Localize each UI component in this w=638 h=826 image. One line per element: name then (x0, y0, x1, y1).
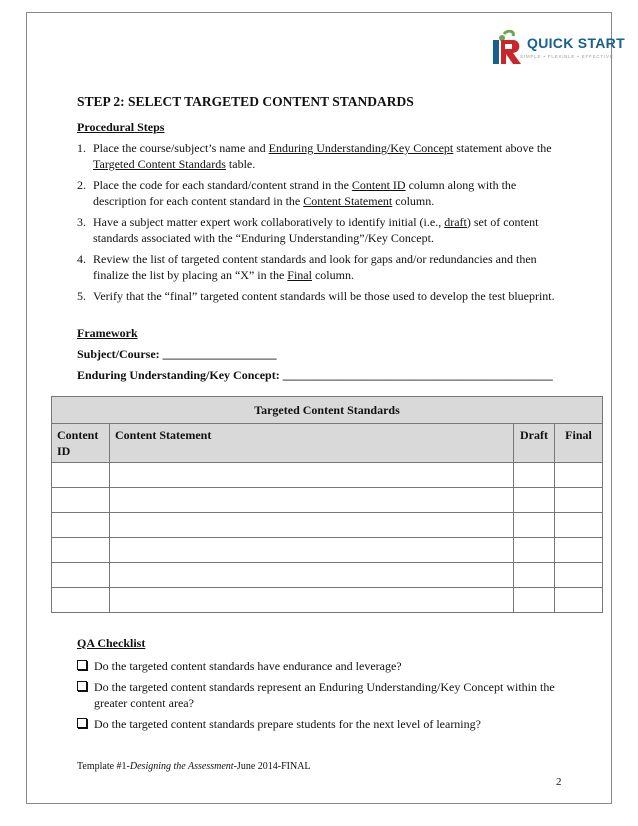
step-text: Review the list of targeted content standards and look for gaps and/or redundancies and then finalize the list by placing an “X” in the (93, 252, 537, 282)
column-header-content-statement: Content Statement (110, 424, 514, 463)
qa-checklist (77, 635, 567, 737)
table-cell[interactable] (110, 563, 514, 588)
step-number: 4. (77, 252, 86, 266)
procedural-steps-list (77, 140, 567, 304)
step-text-underlined: Content Statement (303, 194, 393, 208)
subject-course-field: Subject/Course: ___________________ (77, 347, 277, 361)
checklist-item-text: Do the targeted content standards have endurance and leverage? (94, 659, 402, 673)
checklist-item-text: Do the targeted content standards prepare students for the next level of learning? (94, 717, 481, 731)
checklist-item (77, 716, 567, 732)
table-cell[interactable] (52, 588, 110, 613)
table-cell[interactable] (52, 463, 110, 488)
table-cell[interactable] (555, 463, 603, 488)
list-item (77, 140, 567, 172)
table-row (52, 488, 603, 513)
table-cell[interactable] (110, 538, 514, 563)
step-text: column. (311, 268, 354, 282)
table-title: Targeted Content Standards (52, 397, 603, 424)
table-cell[interactable] (514, 463, 555, 488)
table-cell[interactable] (110, 488, 514, 513)
column-header-content-id: Content ID (52, 424, 110, 463)
step-title: STEP 2: SELECT TARGETED CONTENT STANDARDS (77, 94, 414, 109)
table-cell[interactable] (52, 563, 110, 588)
step-text-underlined: draft (444, 215, 467, 229)
step-text: Place the code for each standard/content strand in the (93, 178, 352, 192)
table-cell[interactable] (555, 588, 603, 613)
list-item (77, 214, 567, 246)
step-text-underlined: Targeted Content Standards (93, 157, 226, 171)
column-header-draft: Draft (514, 424, 555, 463)
list-item (77, 251, 567, 283)
step-number: 5. (77, 289, 86, 303)
footer-prefix: Template #1- (77, 761, 130, 772)
step-text: statement above the (453, 141, 552, 155)
table-cell[interactable] (52, 488, 110, 513)
main-content (77, 94, 567, 388)
table-cell[interactable] (555, 513, 603, 538)
checklist-item (77, 679, 567, 711)
step-text: Place the course/subject’s name and (93, 141, 269, 155)
list-item (77, 177, 567, 209)
table-cell[interactable] (555, 538, 603, 563)
table-cell[interactable] (514, 488, 555, 513)
step-text: column along with the description for each content standard in the (93, 178, 517, 208)
step-text: Have a subject matter expert work collaboratively to identify initial (i.e., (93, 215, 445, 229)
logo-tagline: SIMPLE • FLEXIBLE • EFFECTIVE (520, 54, 614, 59)
step-number: 2. (77, 178, 86, 192)
table-cell[interactable] (555, 563, 603, 588)
table-cell[interactable] (555, 488, 603, 513)
framework-heading: Framework (77, 326, 138, 340)
footer (77, 761, 311, 772)
page-number: 2 (556, 776, 562, 788)
step-text: column. (392, 194, 435, 208)
enduring-understanding-field: Enduring Understanding/Key Concept: _____________________________________________ (77, 368, 553, 382)
targeted-content-standards-table (51, 396, 603, 613)
table-cell[interactable] (110, 588, 514, 613)
checkbox-icon[interactable] (77, 681, 87, 691)
checklist-item (77, 658, 567, 674)
step-number: 1. (77, 141, 86, 155)
step-text-underlined: Final (287, 268, 312, 282)
table-row (52, 563, 603, 588)
table-row (52, 513, 603, 538)
table-cell[interactable] (514, 563, 555, 588)
step-text: Verify that the “final” targeted content standards will be those used to develop the test blueprint. (93, 289, 555, 303)
list-item (77, 288, 567, 304)
logo-text: QUICK START (527, 35, 625, 51)
checklist-item-text: Do the targeted content standards represent an Enduring Understanding/Key Concept within the greater content area? (94, 680, 555, 710)
table-cell[interactable] (52, 538, 110, 563)
footer-title: Designing the Assessment (129, 761, 234, 772)
table-row (52, 538, 603, 563)
step-text-underlined: Enduring Understanding/Key Concept (268, 141, 454, 155)
table-row (52, 463, 603, 488)
table-cell[interactable] (514, 588, 555, 613)
table-cell[interactable] (110, 513, 514, 538)
table-cell[interactable] (514, 538, 555, 563)
table-body (52, 463, 603, 613)
step-text: table. (225, 157, 256, 171)
table-cell[interactable] (110, 463, 514, 488)
checkbox-icon[interactable] (77, 718, 87, 728)
step-number: 3. (77, 215, 86, 229)
procedural-steps-heading: Procedural Steps (77, 120, 165, 134)
column-header-final: Final (555, 424, 603, 463)
qa-checklist-heading: QA Checklist (77, 636, 146, 650)
step-text: ) set of content standards associated with the “Enduring Understanding”/Key Concept. (93, 215, 539, 245)
table-row (52, 588, 603, 613)
table-cell[interactable] (514, 513, 555, 538)
footer-suffix: -June 2014-FINAL (233, 761, 311, 772)
table-cell[interactable] (52, 513, 110, 538)
checkbox-icon[interactable] (77, 660, 87, 670)
step-text-underlined: Content ID (351, 178, 406, 192)
